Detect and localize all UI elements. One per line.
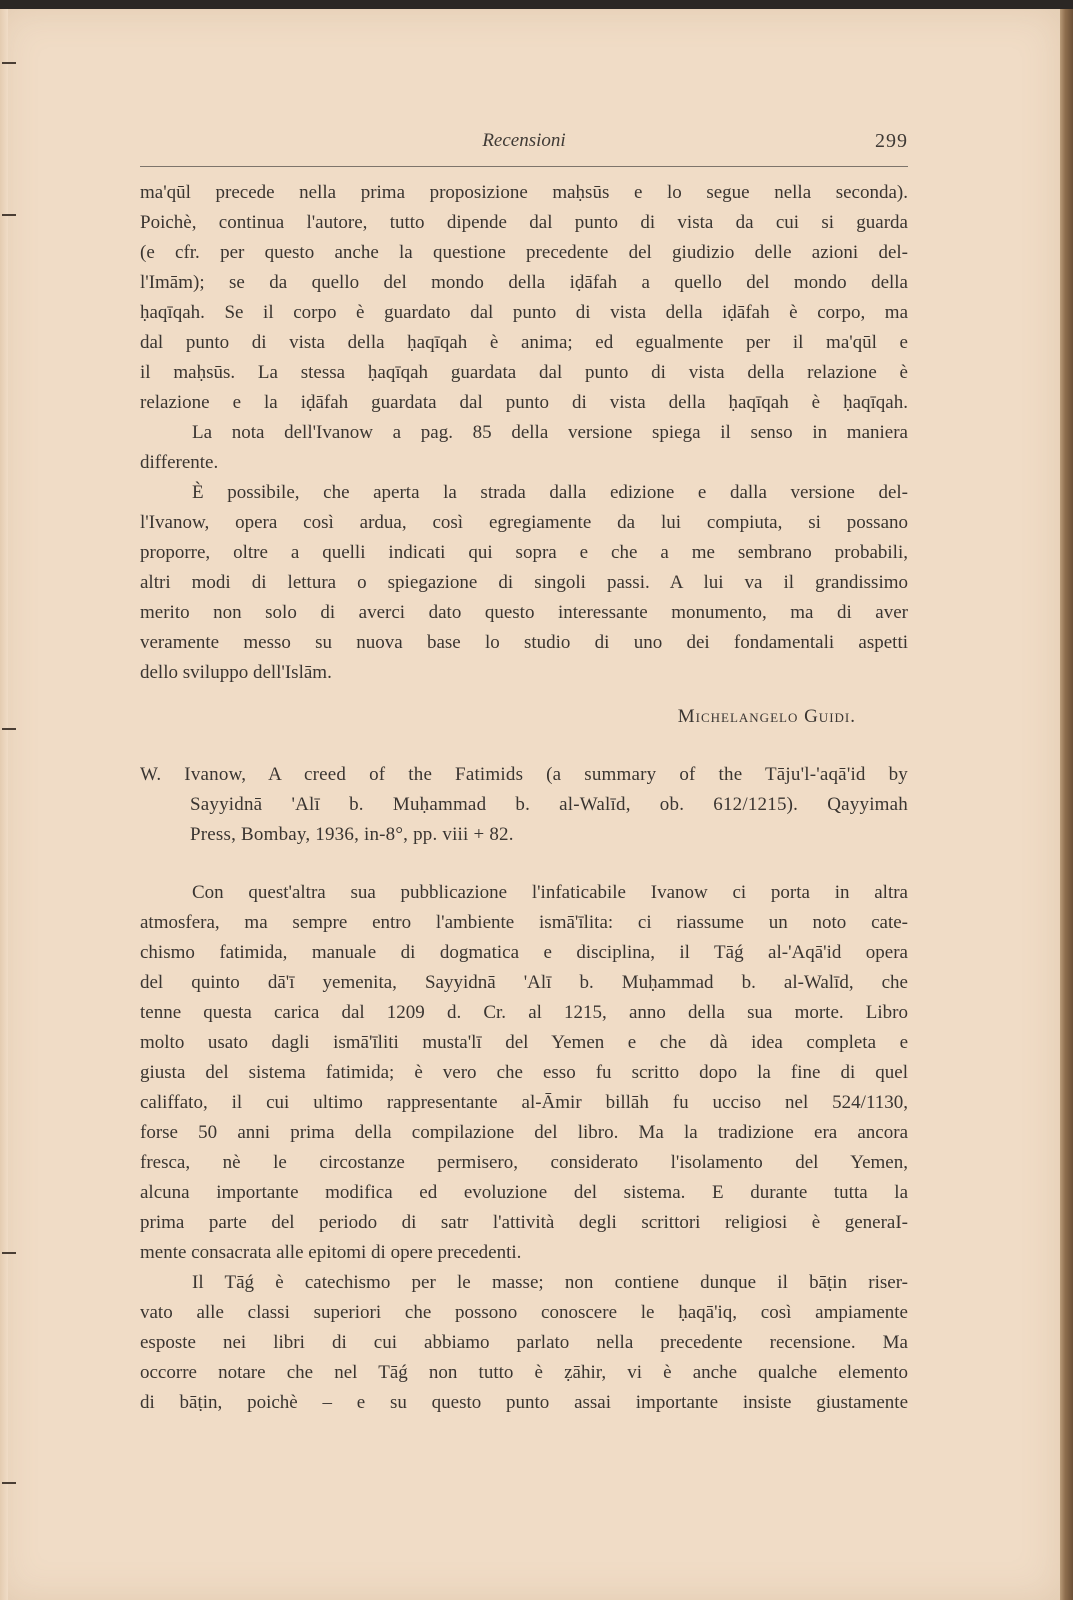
running-title: Recensioni <box>482 130 566 151</box>
text-line: chismo fatimida, manuale di dogmatica e disciplina, il Tāǵ al-'Aqā'id opera <box>140 942 908 963</box>
paragraph-continued <box>140 178 908 418</box>
text-line: veramente messo su nuova base lo studio di uno dei fondamentali aspetti <box>140 632 908 653</box>
page-left-edge <box>0 9 8 1600</box>
text-line: prima parte del periodo di satr l'attività degli scrittori religiosi è generaI- <box>140 1212 908 1233</box>
text-line: molto usato dagli ismā'īliti musta'lī del Yemen e che dà idea completa e <box>140 1032 908 1053</box>
text-line: tenne questa carica dal 1209 d. Cr. al 1215, anno della sua morte. Libro <box>140 1002 908 1023</box>
page-right-edge <box>1060 9 1073 1600</box>
page-body <box>140 178 908 1418</box>
paragraph-taj <box>140 1268 908 1418</box>
text-line: califfato, il cui ultimo rappresentante al-Āmir billāh fu ucciso nel 524/1130, <box>140 1092 908 1113</box>
text-line: vato alle classi superiori che possono conoscere le ḥaqā'iq, così ampiamente <box>140 1302 908 1323</box>
text-line: È possibile, che aperta la strada dalla edizione e dalla versione del- <box>192 482 908 503</box>
text-line: Il Tāǵ è catechismo per le masse; non contiene dunque il bāṭin riser- <box>192 1272 908 1293</box>
text-line: mente consacrata alle epitomi di opere precedenti. <box>140 1242 522 1263</box>
paragraph-conclusion <box>140 478 908 688</box>
margin-mark <box>2 214 16 216</box>
text-line: differente. <box>140 452 219 473</box>
reference-line: Press, Bombay, 1936, in-8°, pp. viii + 82. <box>190 824 514 845</box>
text-line: alcuna importante modifica ed evoluzione del sistema. E durante tutta la <box>140 1182 908 1203</box>
text-line: dello sviluppo dell'Islām. <box>140 662 332 683</box>
text-line: ma'qūl precede nella prima proposizione maḥsūs e lo segue nella seconda). <box>140 182 908 203</box>
header-rule <box>140 166 908 167</box>
paragraph-review-intro <box>140 878 908 1268</box>
text-line: l'Imām); se da quello del mondo della iḍāfah a quello del mondo della <box>140 272 908 293</box>
text-line: l'Ivanow, opera così ardua, così egregiamente da lui compiuta, si possano <box>140 512 908 533</box>
text-line: Con quest'altra sua pubblicazione l'infaticabile Ivanow ci porta in altra <box>192 882 908 903</box>
text-line: dal punto di vista della ḥaqīqah è anima; ed egualmente per il ma'qūl e <box>140 332 908 353</box>
text-line: ḥaqīqah. Se il corpo è guardato dal punto di vista della iḍāfah è corpo, ma <box>140 302 908 323</box>
author-signature: Michelangelo Guidi. <box>677 706 856 727</box>
text-line: (e cfr. per questo anche la questione precedente del giudizio delle azioni del- <box>140 242 908 263</box>
text-line: proporre, oltre a quelli indicati qui sopra e che a me sembrano probabili, <box>140 542 908 563</box>
margin-mark <box>2 62 16 64</box>
reference-line: Sayyidnā 'Alī b. Muḥammad b. al-Walīd, ob. 612/1215). Qayyimah <box>190 794 908 815</box>
spacer <box>140 688 908 702</box>
text-line: relazione e la iḍāfah guardata dal punto di vista della ḥaqīqah è ḥaqīqah. <box>140 392 908 413</box>
scan-top-band <box>0 0 1073 9</box>
text-line: del quinto dā'ī yemenita, Sayyidnā 'Alī b. Muḥammad b. al-Walīd, che <box>140 972 908 993</box>
paragraph-note <box>140 418 908 478</box>
page-number: 299 <box>875 130 908 152</box>
text-line: esposte nei libri di cui abbiamo parlato nella precedente recensione. Ma <box>140 1332 908 1353</box>
running-header <box>140 130 908 160</box>
margin-mark <box>2 1482 16 1484</box>
text-line: di bāṭin, poichè – e su questo punto assai importante insiste giustamente <box>140 1392 908 1413</box>
spacer <box>140 850 908 878</box>
text-line: giusta del sistema fatimida; è vero che esso fu scritto dopo la fine di quel <box>140 1062 908 1083</box>
spacer <box>140 732 908 760</box>
text-line: altri modi di lettura o spiegazione di singoli passi. A lui va il grandissimo <box>140 572 908 593</box>
text-line: fresca, nè le circostanze permisero, considerato l'isolamento del Yemen, <box>140 1152 908 1173</box>
text-line: merito non solo di averci dato questo interessante monumento, ma di aver <box>140 602 908 623</box>
text-line: Poichè, continua l'autore, tutto dipende dal punto di vista da cui si guarda <box>140 212 908 233</box>
text-line: occorre notare che nel Tāǵ non tutto è ẓāhir, vi è anche qualche elemento <box>140 1362 908 1383</box>
bibliographic-reference <box>140 760 908 850</box>
text-line: il maḥsūs. La stessa ḥaqīqah guardata dal punto di vista della relazione è <box>140 362 908 383</box>
reference-line: W. Ivanow, A creed of the Fatimids (a summary of the Tāju'l-'aqā'id by <box>140 764 908 785</box>
margin-mark <box>2 1252 16 1254</box>
text-line: atmosfera, ma sempre entro l'ambiente ismā'īlita: ci riassume un noto cate- <box>140 912 908 933</box>
margin-mark <box>2 728 16 730</box>
text-line: La nota dell'Ivanow a pag. 85 della versione spiega il senso in maniera <box>192 422 908 443</box>
text-line: forse 50 anni prima della compilazione del libro. Ma la tradizione era ancora <box>140 1122 908 1143</box>
